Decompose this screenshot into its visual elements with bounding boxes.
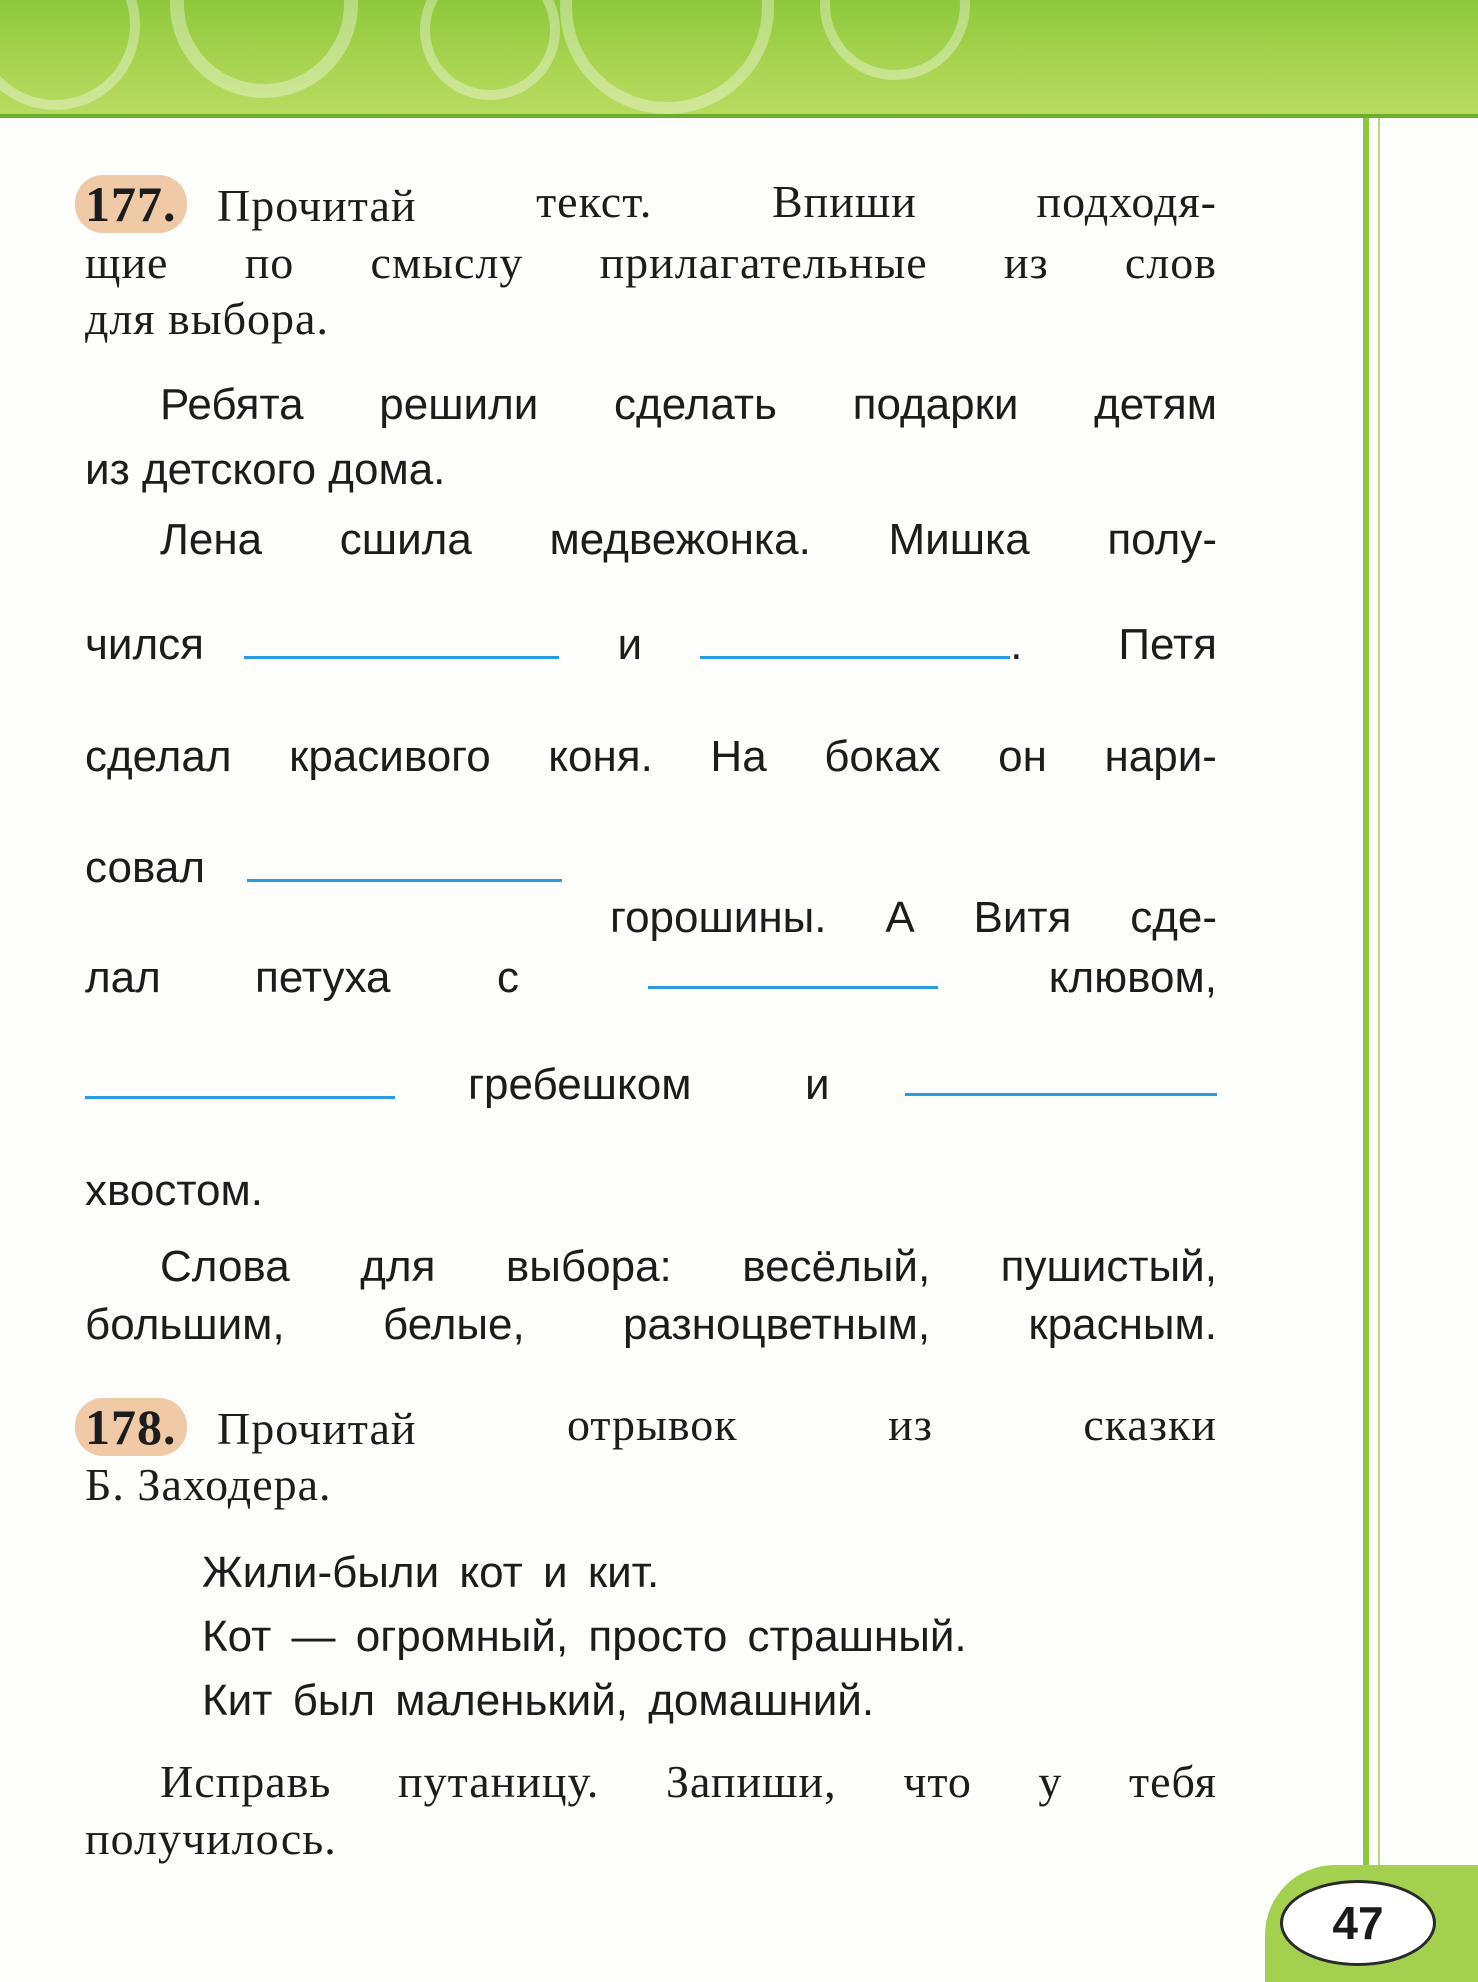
answer-blank-6[interactable] [905,1092,1217,1096]
banner-decoration [170,0,358,98]
margin-line [1363,118,1369,1982]
page-number: 47 [1280,1880,1436,1966]
word-bank-line-1: Слова для выбора: весёлый, пушистый, [160,1242,1217,1291]
exercise-number-177: 177. [75,175,187,233]
answer-blank-1[interactable] [244,655,559,659]
ex178-instruction-line-1: 178. Прочитай отрывок из сказки [85,1398,1217,1456]
fill-line-6: хвостом. [85,1166,263,1215]
banner-decoration [0,0,140,110]
fill-line-3: совал горошины. А Витя сде- [85,843,1217,942]
fill-line-5: гребешком и [85,1060,1217,1110]
poem-line-2: Кот — огромный, просто страшный. [202,1612,967,1661]
answer-blank-5[interactable] [85,1095,395,1099]
story-line-2: из детского дома. [85,445,446,494]
ex177-instruction-line-3: для выбора. [85,293,329,344]
task-line-1: Исправь путаницу. Запиши, что у тебя [160,1756,1217,1807]
top-banner [0,0,1478,118]
task-line-2: получилось. [85,1813,337,1864]
ex178-instruction-line-2: Б. Заходера. [85,1459,332,1510]
story-line-1: Ребята решили сделать подарки детям [160,380,1217,429]
banner-decoration [820,0,970,80]
poem-line-3: Кит был маленький, домашний. [202,1676,875,1725]
answer-blank-3[interactable] [247,878,562,882]
poem-line-1: Жили-были кот и кит. [202,1548,660,1597]
banner-edge [0,114,1478,118]
banner-decoration [420,0,560,100]
ex177-instruction-line-1: 177. Прочитай текст. Впиши подходя- [85,175,1217,233]
answer-blank-2[interactable] [700,655,1010,659]
ex177-instruction-line-2: щие по смыслу прилагательные из слов [85,237,1217,288]
word-bank-line-2: большим, белые, разноцветным, красным. [85,1300,1217,1349]
margin-line-thin [1378,118,1380,1982]
fill-line-1: чился и . Петя [85,620,1217,669]
answer-blank-4[interactable] [648,985,938,989]
story-line-3: Лена сшила медвежонка. Мишка полу- [160,515,1217,564]
fill-line-2: сделал красивого коня. На боках он нари- [85,732,1217,781]
fill-line-4: лал петуха с клювом, [85,953,1217,1002]
exercise-number-178: 178. [75,1398,187,1456]
banner-decoration [560,0,774,114]
